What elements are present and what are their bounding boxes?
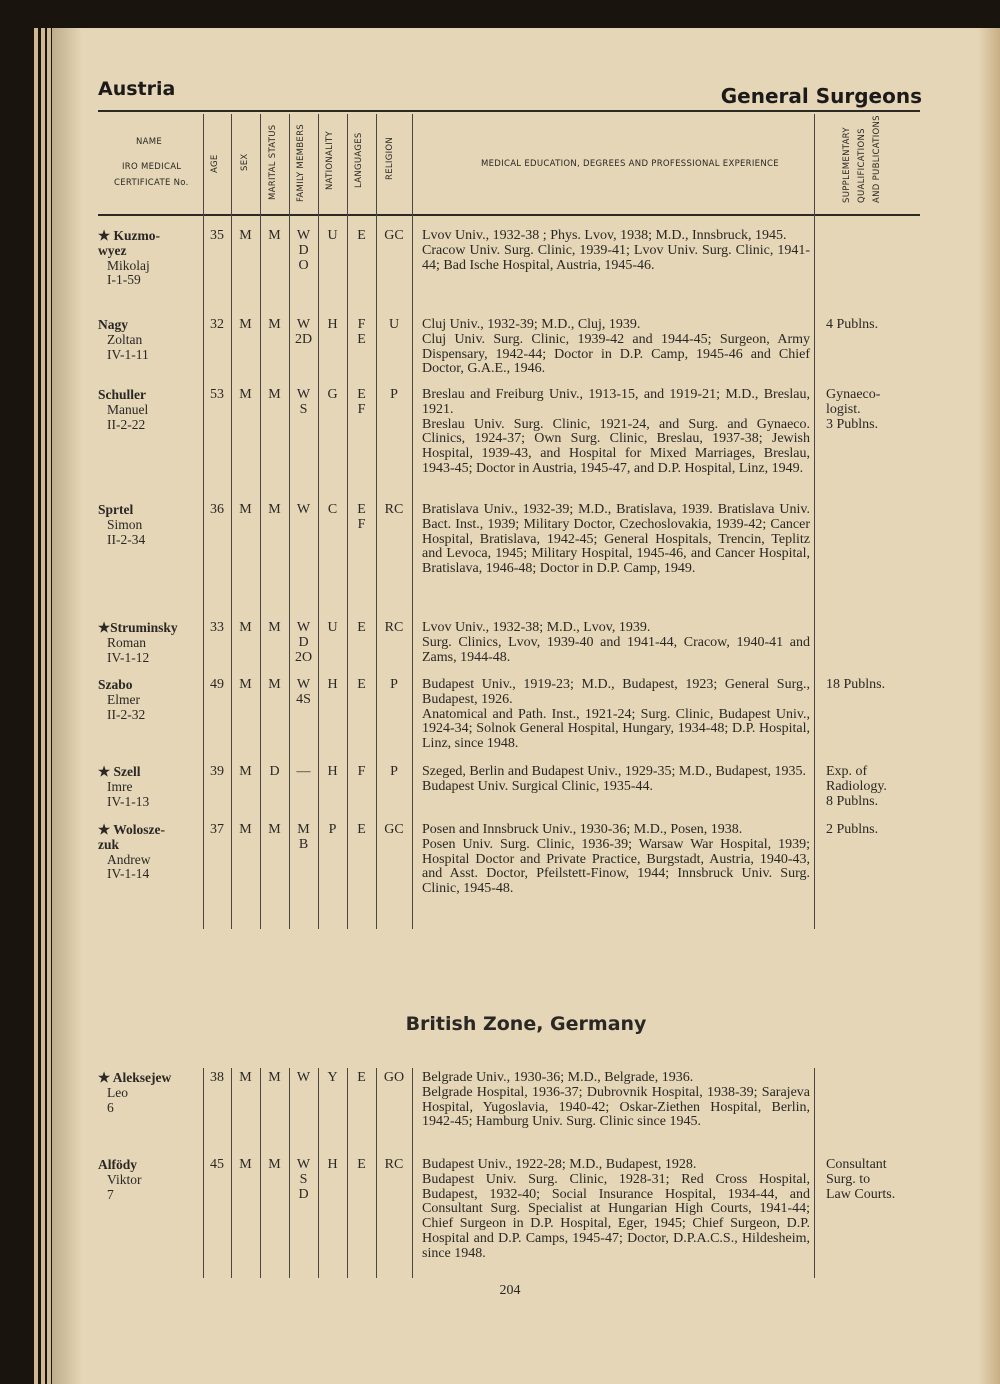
family-member-code: D [298, 242, 309, 258]
marital-status: M [268, 1070, 281, 1085]
column-divider [260, 1068, 261, 1278]
nationality: U [327, 620, 338, 635]
given-name-and-certificate: 7 [107, 1186, 114, 1202]
supplementary-qualifications [826, 318, 926, 333]
surname: ★ Aleksejew [98, 1070, 172, 1085]
language-code: E [357, 620, 366, 635]
languages [347, 823, 376, 838]
column-header-nationality: NATIONALITY [325, 130, 335, 190]
language-code: E [357, 502, 366, 517]
religion: P [390, 764, 398, 779]
surgeon-name [98, 823, 203, 882]
given-name-and-certificate: I-1-59 [107, 272, 141, 288]
nationality: H [327, 317, 338, 332]
marital-status: M [268, 677, 281, 692]
surname: ★Struminsky [98, 620, 178, 635]
surname: ★ Wolosze- [98, 822, 165, 837]
surname: Nagy [98, 317, 128, 332]
education-and-experience [422, 318, 810, 377]
column-header-name-line: CERTIFICATE No. [114, 178, 189, 188]
column-header-sex: SEX [240, 153, 250, 171]
supplementary-line: 2 Publns. [826, 822, 879, 837]
supplementary-qualifications [826, 388, 926, 432]
column-header-name-line: NAME [136, 137, 163, 147]
family-members [289, 503, 318, 518]
marital-status: M [268, 620, 281, 635]
given-name-and-certificate: Andrew [107, 851, 151, 867]
education-and-experience [422, 1158, 810, 1262]
education-and-experience [422, 678, 810, 752]
education-and-experience [422, 1071, 810, 1130]
language-code: F [357, 401, 366, 417]
surgeon-name [98, 678, 203, 722]
education-paragraph: Breslau and Freiburg Univ., 1913-15, and 1919-21; M.D., Breslau, 1921. [422, 387, 810, 417]
religion: P [390, 387, 398, 402]
family-member-code: D [298, 1186, 309, 1202]
language-code: E [357, 1157, 366, 1172]
surname: ★ Kuzmo- [98, 228, 160, 243]
given-name-and-certificate: Mikolaj [107, 257, 150, 273]
family-member-code: W [296, 1157, 311, 1172]
family-members [289, 318, 318, 348]
age: 49 [210, 677, 224, 692]
religion: GO [383, 1070, 405, 1085]
surgeon-name [98, 388, 203, 432]
given-name-and-certificate: 6 [107, 1099, 114, 1115]
family-members [289, 1158, 318, 1202]
family-members [289, 765, 318, 780]
languages [347, 1071, 376, 1086]
given-name-and-certificate: IV-1-13 [107, 793, 150, 809]
sex: M [239, 620, 252, 635]
languages [347, 621, 376, 636]
family-members [289, 621, 318, 665]
surgeon-name [98, 621, 203, 665]
education-paragraph: Surg. Clinics, Lvov, 1939-40 and 1941-44, Cracow, 1940-41 and Zams, 1944-48. [422, 634, 810, 665]
languages [347, 388, 376, 418]
column-header-supplementary-line: AND PUBLICATIONS [872, 115, 882, 203]
nationality: G [327, 387, 338, 402]
given-name-and-certificate: IV-1-11 [107, 346, 149, 362]
education-paragraph: Cluj Univ. Surg. Clinic, 1939-42 and 1944-45; Surgeon, Army Dispensary, 1942-44; Doctor in D.P. Camp, 1945-46 and Chief Doctor, G.A.E., 1946. [422, 331, 810, 377]
supplementary-line: Exp. of [826, 764, 868, 779]
page-edge-shadow [978, 28, 1000, 1384]
supplementary-qualifications [826, 823, 926, 838]
nationality: C [327, 502, 338, 517]
education-paragraph: Cluj Univ., 1932-39; M.D., Cluj, 1939. [422, 317, 641, 332]
marital-status: M [268, 1157, 281, 1172]
education-paragraph: Szeged, Berlin and Budapest Univ., 1929-35; M.D., Budapest, 1935. [422, 764, 807, 779]
family-member-code: W [296, 317, 311, 332]
religion: RC [384, 1157, 404, 1172]
age: 53 [210, 387, 224, 402]
column-divider [412, 1068, 413, 1278]
given-name-and-certificate: Elmer [107, 691, 140, 707]
supplementary-line: 8 Publns. [826, 793, 879, 809]
education-paragraph: Budapest Univ., 1919-23; M.D., Budapest, 1923; General Surg., Budapest, 1926. [422, 677, 810, 707]
age: 37 [210, 822, 224, 837]
education-paragraph: Budapest Univ. Surg. Clinic, 1928-31; Red Cross Hospital, Budapest, 1932-40; Social Insurance Hospital, 1934-44, and Consultant Surg. Specialist at Hungarian High Courts, 1941-44; Chief Surgeon in D.P. Hospital, Eger, 1945; Chief Surgeon, D.P. Hospital and D.P. Camps, 1945-47; Doctor, D.P.A.C.S., Hildesheim, since 1948. [422, 1171, 810, 1261]
surgeon-name [98, 503, 203, 547]
column-header-family-members: FAMILY MEMBERS [296, 123, 306, 202]
given-name-and-certificate: Leo [107, 1084, 128, 1100]
family-member-code: S [299, 1171, 308, 1187]
language-code: E [357, 331, 366, 347]
sex: M [239, 764, 252, 779]
column-divider [412, 114, 413, 929]
family-members [289, 388, 318, 418]
education-paragraph: Budapest Univ. Surgical Clinic, 1935-44. [422, 778, 653, 794]
family-member-code: W [296, 620, 311, 635]
supplementary-line: Radiology. [826, 778, 887, 794]
nationality: H [327, 1157, 338, 1172]
age: 38 [210, 1070, 224, 1085]
religion: GC [384, 822, 404, 837]
supplementary-line: Surg. to [826, 1171, 871, 1187]
family-member-code: M [297, 822, 310, 837]
column-header-marital-status: MARITAL STATUS [268, 124, 278, 200]
supplementary-qualifications [826, 765, 926, 809]
sex: M [239, 677, 252, 692]
page-edge [41, 28, 45, 1384]
education-paragraph: Belgrade Hospital, 1936-37; Dubrovnik Hospital, 1938-39; Sarajeva Hospital, Yugoslavia, 1940-42; Oskar-Ziethen Hospital, Berlin, 1942-45; Hamburg Univ. Surg. Clinic since 1945. [422, 1084, 810, 1130]
languages [347, 318, 376, 348]
given-name-and-certificate: Simon [107, 516, 143, 532]
supplementary-line: 3 Publns. [826, 416, 879, 432]
family-member-code: W [296, 228, 311, 243]
given-name-and-certificate: II-2-34 [107, 531, 146, 547]
supplementary-line: 18 Publns. [826, 677, 886, 692]
family-member-code: W [296, 1070, 311, 1085]
supplementary-line: Law Courts. [826, 1186, 896, 1202]
religion: P [390, 677, 398, 692]
page-edge [47, 28, 51, 1384]
page-number: 204 [499, 1283, 521, 1298]
header-top-rule [98, 110, 920, 112]
education-and-experience [422, 823, 810, 897]
marital-status: D [269, 764, 280, 779]
sex: M [239, 228, 252, 243]
family-members [289, 1071, 318, 1086]
column-header-age: AGE [210, 154, 220, 173]
languages [347, 503, 376, 533]
given-name-and-certificate: IV-1-12 [107, 649, 150, 665]
language-code: F [357, 317, 366, 332]
family-member-code: 2D [294, 331, 313, 347]
surgeon-name [98, 229, 203, 288]
education-paragraph: Anatomical and Path. Inst., 1921-24; Surg. Clinic, Budapest Univ., 1924-34; Solnok General Hospital, Hungary, 1934-48; D.P. Hospital, Linz, since 1948. [422, 706, 810, 752]
language-code: E [357, 387, 366, 402]
family-members [289, 823, 318, 853]
binding-shadow [52, 28, 82, 1384]
education-paragraph: Cracow Univ. Surg. Clinic, 1939-41; Lvov Univ. Surg. Clinic, 1941-44; Bad Ische Hospital, Austria, 1945-46. [422, 242, 810, 273]
family-member-code: — [296, 764, 311, 779]
surgeon-name [98, 318, 203, 362]
column-header-supplementary-line: SUPPLEMENTARY [842, 127, 852, 203]
sex: M [239, 1070, 252, 1085]
education-paragraph: Budapest Univ., 1922-28; M.D., Budapest, 1928. [422, 1157, 697, 1172]
given-name-and-certificate: Viktor [107, 1171, 142, 1187]
marital-status: M [268, 317, 281, 332]
education-paragraph: Belgrade Univ., 1930-36; M.D., Belgrade, 1936. [422, 1070, 694, 1085]
column-divider [814, 1068, 815, 1278]
surgeon-name [98, 765, 203, 809]
language-code: F [357, 516, 366, 532]
age: 32 [210, 317, 224, 332]
supplementary-qualifications [826, 1158, 926, 1202]
given-name-and-certificate: II-2-32 [107, 706, 146, 722]
language-code: E [357, 228, 366, 243]
language-code: E [357, 677, 366, 692]
education-paragraph: Bratislava Univ., 1932-39; M.D., Bratislava, 1939. Bratislava Univ. Bact. Inst., 1939; Military Doctor, Czechoslovakia, 1939-42; Cancer Hospital, Bratislava, 1942-45; General Hospitals, Trencin, Teplitz and Levoca, 1945; Military Hospital, 1945-46, and Cancer Hospital, Bratislava, 1946-48; Doctor in D.P. Camp, 1949. [422, 502, 810, 577]
education-paragraph: Lvov Univ., 1932-38 ; Phys. Lvov, 1938; M.D., Innsbruck, 1945. [422, 228, 787, 243]
sex: M [239, 317, 252, 332]
family-member-code: S [299, 401, 308, 417]
marital-status: M [268, 502, 281, 517]
nationality: U [327, 228, 338, 243]
supplementary-line: 4 Publns. [826, 317, 879, 332]
nationality: H [327, 677, 338, 692]
education-paragraph: Posen Univ. Surg. Clinic, 1936-39; Warsaw War Hospital, 1939; Hospital Doctor and Private Practice, Burgstadt, Austria, 1940-43, and Asst. Doctor, Pfeilstett-Finow, 1944; Innsbruck Univ. Surg. Clinic, 1945-48. [422, 836, 810, 897]
supplementary-line: Gynaeco- [826, 387, 881, 402]
nationality: P [328, 822, 337, 837]
column-divider [376, 1068, 377, 1278]
column-divider [231, 1068, 232, 1278]
column-header-supplementary-line: QUALIFICATIONS [857, 128, 867, 203]
language-code: F [357, 764, 366, 779]
nationality: Y [327, 1070, 338, 1085]
languages [347, 678, 376, 693]
surname: zuk [98, 836, 120, 852]
education-and-experience [422, 503, 810, 577]
family-member-code: O [298, 257, 309, 273]
education-and-experience [422, 621, 810, 665]
running-header-country: Austria [98, 78, 176, 100]
given-name-and-certificate: Zoltan [107, 331, 143, 347]
family-member-code: W [296, 677, 311, 692]
column-header-religion: RELIGION [385, 136, 395, 180]
family-members [289, 229, 318, 273]
religion: U [388, 317, 400, 332]
book-page [52, 28, 1000, 1384]
supplementary-qualifications [826, 678, 926, 693]
surname: Schuller [98, 387, 147, 402]
supplementary-line: Consultant [826, 1157, 887, 1172]
column-header-name-line: IRO MEDICAL [122, 162, 182, 172]
age: 36 [210, 502, 224, 517]
sex: M [239, 1157, 252, 1172]
religion: RC [384, 620, 404, 635]
running-header-specialty: General Surgeons [720, 84, 922, 108]
education-paragraph: Posen and Innsbruck Univ., 1930-36; M.D., Posen, 1938. [422, 822, 743, 837]
nationality: H [327, 764, 338, 779]
language-code: E [357, 822, 366, 837]
family-member-code: B [298, 836, 309, 852]
surname: wyez [98, 242, 127, 258]
family-member-code: 2O [294, 649, 313, 665]
education-paragraph: Breslau Univ. Surg. Clinic, 1921-24, and Surg. and Gynaeco. Clinics, 1924-37; Own Surg. Clinic, Breslau, 1937-38; Jewish Hospital, 1939-43, and Hospital for Mixed Marriages, Breslau, 1943-45; Doctor in Austria, 1945-47, and D.P. Hospital, Linz, 1949. [422, 416, 810, 476]
education-paragraph: Lvov Univ., 1932-38; M.D., Lvov, 1939. [422, 620, 651, 635]
family-members [289, 678, 318, 708]
page-edge [34, 28, 38, 1384]
religion: GC [384, 228, 404, 243]
column-divider [814, 114, 815, 929]
family-member-code: W [296, 387, 311, 402]
age: 33 [210, 620, 224, 635]
marital-status: M [268, 228, 281, 243]
supplementary-line: logist. [826, 401, 861, 417]
marital-status: M [268, 822, 281, 837]
sex: M [239, 387, 252, 402]
section-title: British Zone, Germany [405, 1013, 647, 1035]
header-bottom-rule [98, 214, 920, 216]
column-divider [347, 1068, 348, 1278]
family-member-code: W [296, 502, 311, 517]
sex: M [239, 822, 252, 837]
education-and-experience [422, 765, 810, 795]
languages [347, 1158, 376, 1173]
family-member-code: D [298, 634, 309, 650]
marital-status: M [268, 387, 281, 402]
religion: RC [384, 502, 404, 517]
languages [347, 229, 376, 244]
age: 35 [210, 228, 224, 243]
age: 39 [210, 764, 224, 779]
surname: Alfödy [98, 1157, 138, 1172]
column-header-languages: LANGUAGES [354, 132, 364, 188]
surname: ★ Szell [98, 764, 141, 779]
given-name-and-certificate: II-2-22 [107, 416, 146, 432]
given-name-and-certificate: Imre [107, 778, 133, 794]
column-header-education: MEDICAL EDUCATION, DEGREES AND PROFESSIONAL EXPERIENCE [481, 159, 779, 169]
given-name-and-certificate: IV-1-14 [107, 866, 150, 882]
family-member-code: 4S [296, 691, 311, 707]
sex: M [239, 502, 252, 517]
column-divider [318, 1068, 319, 1278]
surgeon-name [98, 1071, 203, 1115]
surname: Sprtel [98, 502, 134, 517]
education-and-experience [422, 388, 810, 477]
age: 45 [210, 1157, 224, 1172]
languages [347, 765, 376, 780]
surgeon-name [98, 1158, 203, 1202]
surname: Szabo [98, 677, 133, 692]
given-name-and-certificate: Roman [107, 634, 146, 650]
language-code: E [357, 1070, 366, 1085]
education-and-experience [422, 229, 810, 273]
given-name-and-certificate: Manuel [107, 401, 149, 417]
column-divider [203, 1068, 204, 1278]
